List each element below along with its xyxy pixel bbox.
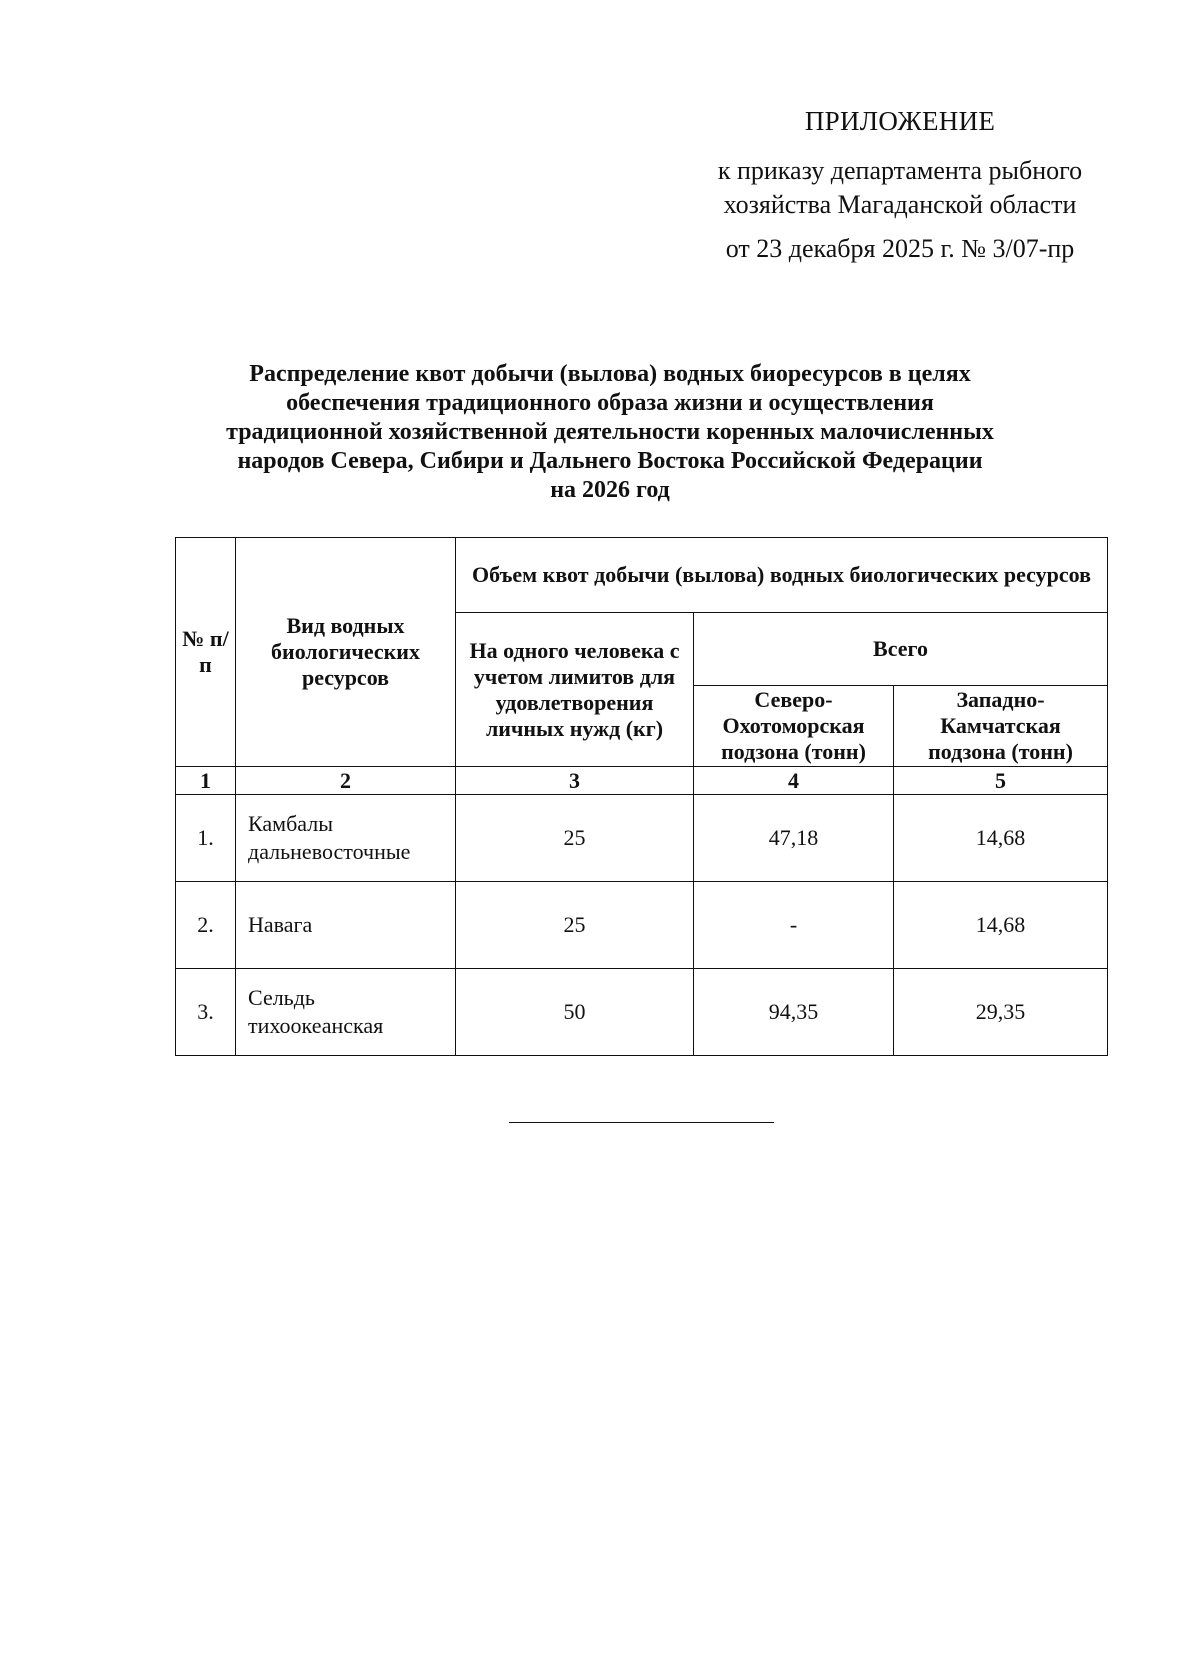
column-number: 4	[694, 767, 894, 795]
table-row	[176, 969, 1108, 1056]
document-title	[160, 360, 1060, 505]
header-per-person: На одного человека с учетом лимитов для удовлетворения личных нужд (кг)	[456, 613, 694, 767]
title-line: Распределение квот добычи (вылова) водных биоресурсов в целях	[249, 361, 971, 387]
table-row	[176, 882, 1108, 969]
end-divider	[509, 1122, 774, 1123]
title-line: обеспечения традиционного образа жизни и осуществления	[286, 390, 934, 416]
row-num: 2.	[176, 882, 236, 969]
quota-table	[175, 537, 1108, 1056]
row-species: Камбалы дальневосточные	[236, 795, 456, 882]
row-north-okhotsk: 94,35	[694, 969, 894, 1056]
row-west-kamchatka: 29,35	[894, 969, 1108, 1056]
row-per-person: 25	[456, 882, 694, 969]
header-west-kamchatka: Западно-Камчатская подзона (тонн)	[894, 686, 1108, 767]
row-north-okhotsk: 47,18	[694, 795, 894, 882]
table-row	[176, 795, 1108, 882]
title-line: народов Севера, Сибири и Дальнего Востока Российской Федерации	[237, 448, 983, 474]
row-north-okhotsk: -	[694, 882, 894, 969]
row-species: Сельдь тихоокеанская	[236, 969, 456, 1056]
column-number: 3	[456, 767, 694, 795]
appendix-order-ref: от 23 декабря 2025 г. № 3/07-пр	[725, 234, 1075, 263]
row-per-person: 25	[456, 795, 694, 882]
column-number: 1	[176, 767, 236, 795]
header-quota-volume: Объем квот добычи (вылова) водных биологических ресурсов	[456, 538, 1108, 613]
header-north-okhotsk: Северо-Охотоморская подзона (тонн)	[694, 686, 894, 767]
row-west-kamchatka: 14,68	[894, 882, 1108, 969]
title-line: традиционной хозяйственной деятельности коренных малочисленных	[226, 419, 994, 445]
header-row	[176, 538, 1108, 613]
title-line: на 2026 год	[550, 477, 670, 503]
appendix-block	[690, 104, 1110, 266]
appendix-line-1: к приказу департамента рыбного	[717, 156, 1083, 185]
row-num: 3.	[176, 969, 236, 1056]
appendix-line-2: хозяйства Магаданской области	[723, 190, 1077, 219]
row-west-kamchatka: 14,68	[894, 795, 1108, 882]
header-total: Всего	[694, 613, 1108, 686]
header-num: № п/п	[176, 538, 236, 767]
column-number: 5	[894, 767, 1108, 795]
row-species: Навага	[236, 882, 456, 969]
header-species: Вид водных биологических ресурсов	[236, 538, 456, 767]
row-num: 1.	[176, 795, 236, 882]
column-number-row	[176, 767, 1108, 795]
appendix-heading: ПРИЛОЖЕНИЕ	[804, 106, 996, 136]
column-number: 2	[236, 767, 456, 795]
row-per-person: 50	[456, 969, 694, 1056]
